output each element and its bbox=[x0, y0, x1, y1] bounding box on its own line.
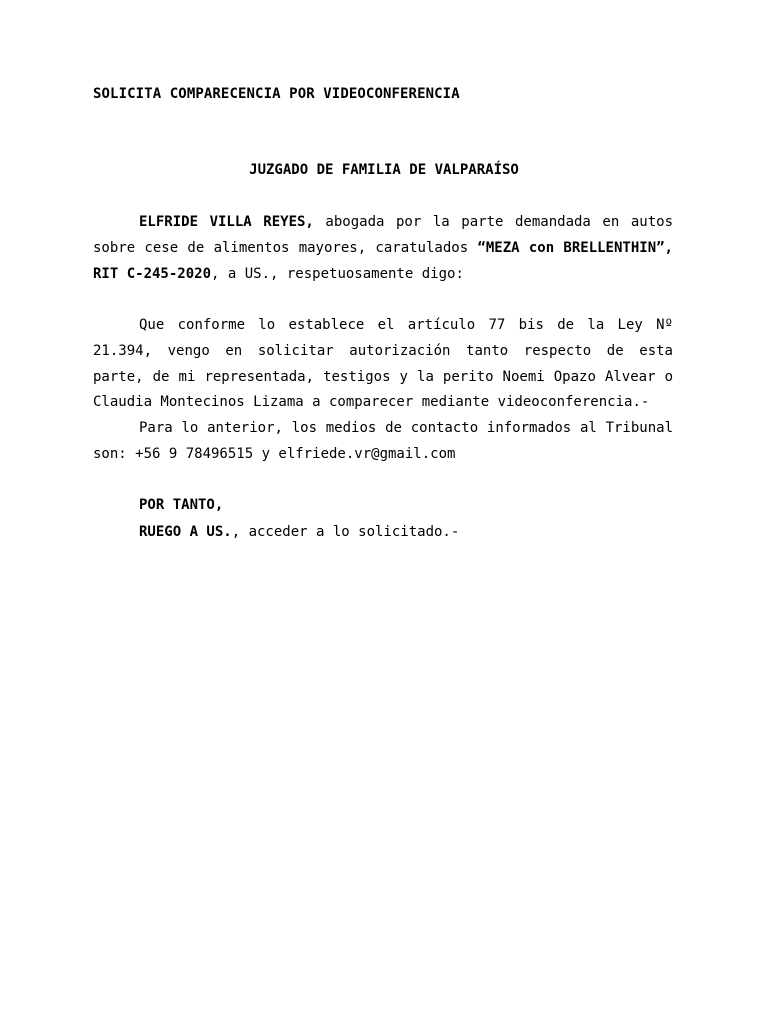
petition-text: , acceder a lo solicitado.- bbox=[231, 524, 460, 540]
request-paragraph: Que conforme lo establece el artículo 77 bis de la Ley Nº 21.394, vengo en solicitar autorización tanto respecto de esta parte, de mi representada, testigos y la perito Noemi Opazo Alvear o Claudia Montecinos Lizama a comparecer mediante videoconferencia.- bbox=[93, 317, 673, 411]
ruego-label: RUEGO A US. bbox=[139, 524, 232, 540]
court-heading: JUZGADO DE FAMILIA DE VALPARAÍSO bbox=[249, 162, 519, 178]
por-tanto-label: POR TANTO, bbox=[139, 497, 224, 513]
intro-text-b: , a US., respetuosamente digo: bbox=[211, 265, 464, 282]
case-caption: “MEZA con BRELLENTHIN”, RIT C-245-2020 bbox=[93, 239, 673, 282]
intro-text-a: abogada por la parte demandada en autos sobre cese de alimentos mayores, caratulados bbox=[93, 214, 673, 256]
contact-paragraph: Para lo anterior, los medios de contacto informados al Tribunal son: +56 9 78496515 y elfriede.vr@gmail.com bbox=[93, 420, 673, 462]
por-tanto-line bbox=[139, 492, 223, 519]
lawyer-name: ELFRIDE VILLA REYES, bbox=[139, 214, 314, 230]
petition-line bbox=[139, 519, 459, 546]
document-sumilla: SOLICITA COMPARECENCIA POR VIDEOCONFERENCIA bbox=[93, 86, 460, 102]
intro-paragraph bbox=[93, 210, 673, 287]
